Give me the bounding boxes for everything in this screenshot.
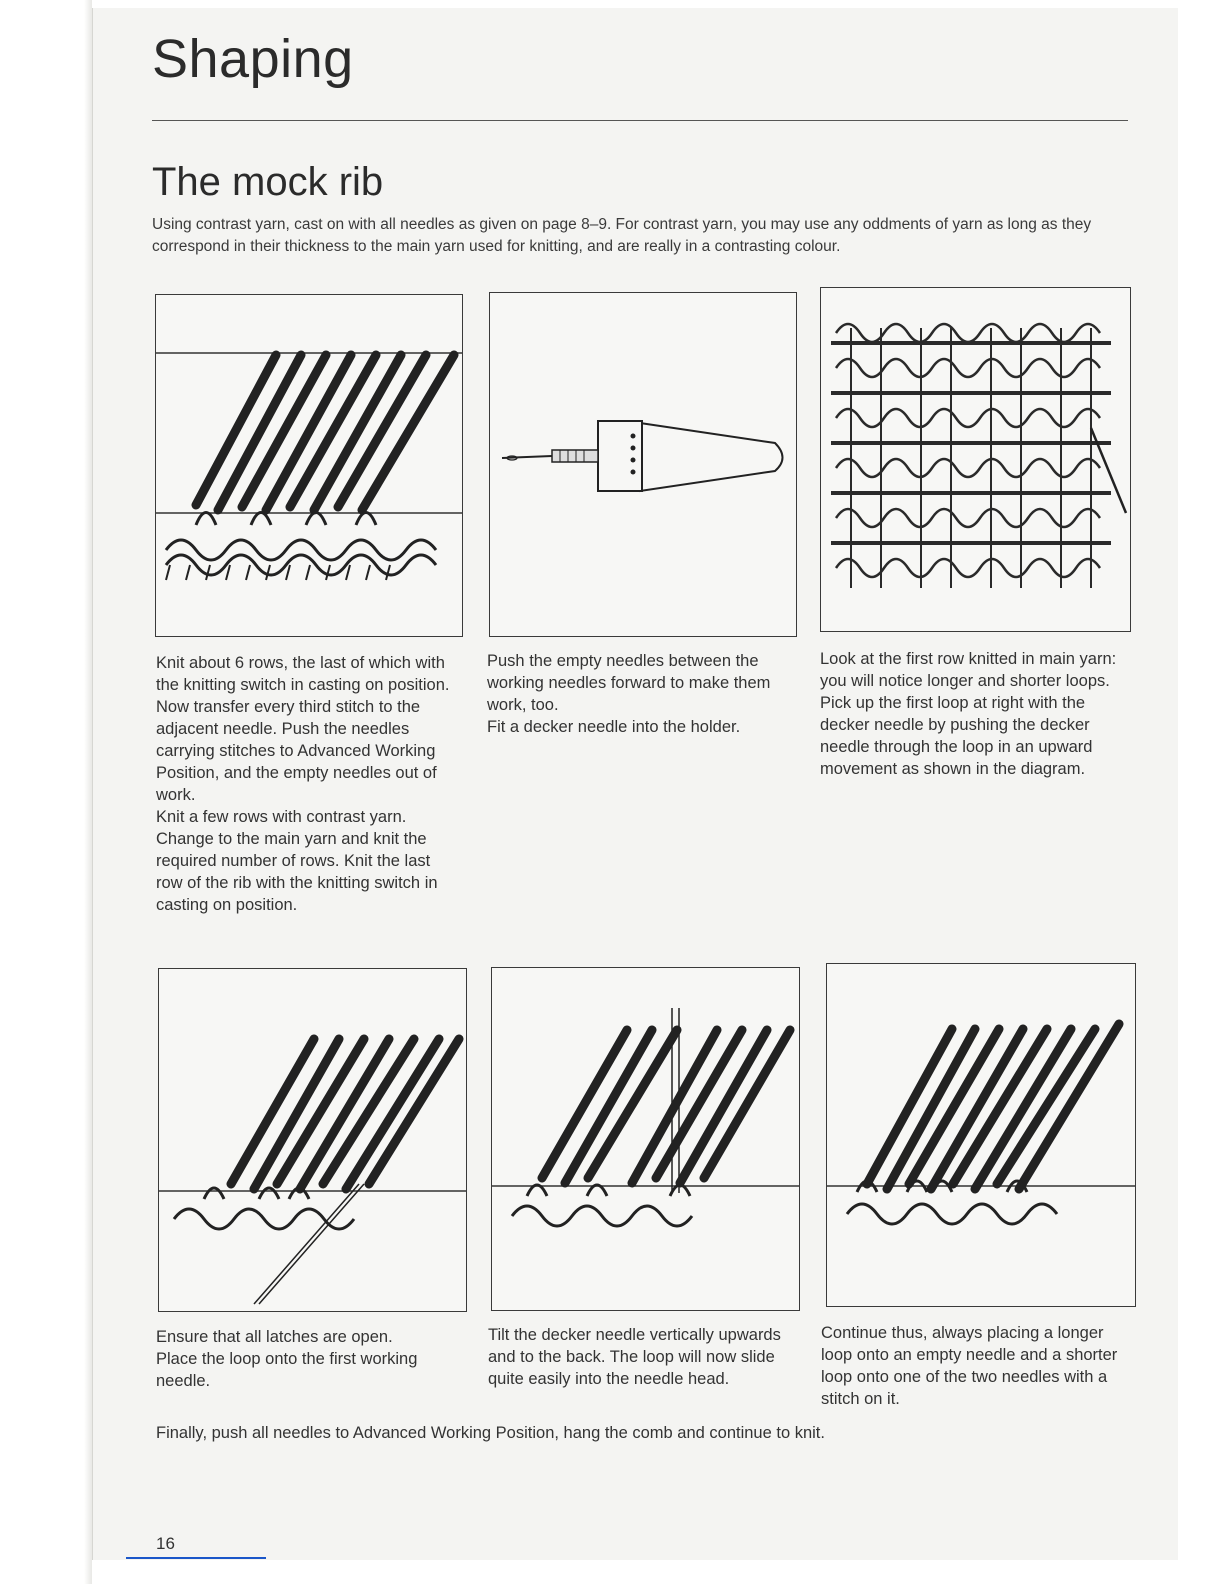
step-2-caption [487, 650, 802, 738]
illustration-loop-onto-first-working-needle [158, 968, 467, 1312]
step-1-text-b: Knit a few rows with contrast yarn. Change to the main yarn and knit the required number of rows. Knit the last row of the rib with the knitting switch in casting on position. [156, 808, 438, 914]
needle-loop-illustration [159, 969, 466, 1311]
final-instruction: Finally, push all needles to Advanced Working Position, hang the comb and continue to knit. [156, 1424, 825, 1442]
step-3-text-b: Pick up the first loop at right with the decker needle by pushing the decker needle through the loop in an upward movement as shown in the diagram. [820, 694, 1093, 778]
illustration-loops-placed-on-needles [826, 963, 1136, 1307]
illustration-decker-needle-tilted-vertically [491, 967, 800, 1311]
step-2-text-a: Push the empty needles between the working needles forward to make them work, too. [487, 652, 771, 714]
page-title: Shaping [152, 29, 354, 89]
illustration-decker-needle-in-holder [489, 292, 797, 637]
page-number: 16 [156, 1534, 175, 1553]
knitted-fabric-illustration [821, 288, 1130, 631]
book-spine-shadow [84, 0, 92, 1584]
step-5-caption [488, 1324, 788, 1390]
step-4-caption [156, 1326, 461, 1392]
tilted-decker-illustration [492, 968, 799, 1310]
intro-paragraph: Using contrast yarn, cast on with all needles as given on page 8–9. For contrast yarn, you may use any oddments of yarn as long as they correspond in their thickness to the main yarn used for knitting, and are really in a contrasting colour. [152, 216, 1092, 255]
bottom-link-underline [126, 1557, 266, 1559]
step-4-text-b: Place the loop onto the first working needle. [156, 1350, 418, 1390]
step-1-caption [156, 652, 461, 916]
step-3-text-a: Look at the first row knitted in main yarn: you will notice longer and shorter loops. [820, 650, 1117, 690]
illustration-needles-with-transferred-stitches [155, 294, 463, 637]
step-2-text-b: Fit a decker needle into the holder. [487, 718, 741, 736]
step-1-text-a: Knit about 6 rows, the last of which with the knitting switch in casting on position. Now transfer every third stitch to the adjacent needle. Push the needles carrying stitches to Advanced Working Position, and the empty needles out of work. [156, 654, 450, 804]
title-divider [152, 120, 1128, 121]
step-4-text-a: Ensure that all latches are open. [156, 1328, 393, 1346]
step-3-caption [820, 648, 1135, 780]
loops-on-needles-illustration [827, 964, 1135, 1306]
section-heading: The mock rib [152, 160, 384, 204]
step-5-text-a: Tilt the decker needle vertically upwards and to the back. The loop will now slide quite easily into the needle head. [488, 1326, 781, 1388]
decker-tool-illustration [490, 293, 796, 636]
needle-bed-illustration [156, 295, 462, 636]
step-6-text-a: Continue thus, always placing a longer loop onto an empty needle and a shorter loop onto one of the two needles with a stitch on it. [821, 1324, 1118, 1408]
illustration-knitted-fabric-loops [820, 287, 1131, 632]
step-6-caption [821, 1322, 1121, 1410]
